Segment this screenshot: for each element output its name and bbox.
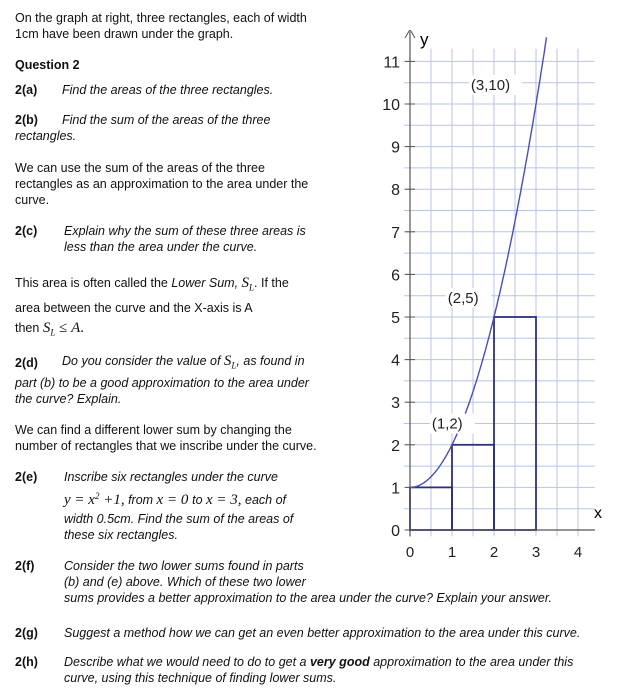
y-tick-label: 10 — [382, 97, 400, 114]
y-tick-label: 3 — [391, 395, 400, 413]
y-tick-label: 0 — [391, 523, 400, 540]
q2b-number: 2(b) — [15, 113, 38, 127]
q2c-text: Explain why the sum of these three areas is less than the area under the curve. — [64, 224, 306, 254]
point-label: (1,2) — [431, 415, 463, 433]
q2g-number: 2(g) — [15, 626, 38, 640]
point-label: (2,5) — [447, 289, 479, 307]
point-label: (3,10) — [470, 76, 511, 94]
q2a-text: Find the areas of the three rectangles. — [62, 83, 274, 97]
x-tick-label: 0 — [405, 544, 415, 561]
x-axis-label: x — [593, 505, 602, 522]
y-tick-label: 4 — [391, 352, 400, 370]
x-tick-label: 4 — [573, 544, 583, 561]
x-tick-label: 2 — [489, 544, 499, 561]
q2f-text: Consider the two lower sums found in parts (b) and (e) above. Which of these two lower sums provides a better approximation to the area under the curve? Explain your answer. — [64, 559, 552, 605]
q2e-number: 2(e) — [15, 470, 38, 484]
function-graph — [360, 30, 630, 570]
q2b-text: Find the sum of the areas of the three rectangles. — [15, 113, 271, 143]
y-tick-label: 1 — [391, 480, 400, 498]
axes — [405, 30, 595, 536]
paragraph-different-sum: We can find a different lower sum by changing the number of rectangles that we inscribe under the curve. — [15, 423, 317, 453]
y-tick-label: 8 — [391, 182, 400, 200]
paragraph-lower-sum: This area is often called the Lower Sum, $S_L$. If the area between the curve and the X-axis is A then $S_L \le A$. — [15, 275, 289, 337]
q2h-text: Describe what we would need to do to get a very good approximation to the area under this curve, using this technique of finding lower sums. — [64, 655, 574, 685]
q2a-number: 2(a) — [15, 83, 38, 97]
y-tick-label: 11 — [383, 54, 400, 72]
y-axis-label: y — [420, 30, 429, 50]
x-tick-label: 1 — [447, 544, 457, 561]
question-heading: Question 2 — [15, 58, 80, 72]
y-tick-label: 7 — [391, 224, 400, 242]
q2c-number: 2(c) — [15, 224, 38, 238]
intro-text: On the graph at right, three rectangles, each of width 1cm have been drawn under the graph. — [15, 11, 307, 41]
y-tick-label: 2 — [391, 437, 400, 455]
q2h-number: 2(h) — [15, 655, 38, 669]
q2g-text: Suggest a method how we can get an even better approximation to the area under this curve. — [64, 626, 581, 640]
q2e-text: Inscribe six rectangles under the curve $y = x^2 +1$, from x = 0 to x = 3, each of width 0.5cm. Find the sum of the areas of these six rectangles. — [64, 470, 294, 543]
q2d-text: Do you consider the value of $S_L$, as found in part (b) to be a good approximation to the area under the curve? Explain. — [15, 353, 309, 406]
paragraph-approximation: We can use the sum of the areas of the three rectangles as an approximation to the area under the curve. — [15, 161, 309, 207]
y-tick-label: 9 — [391, 139, 400, 157]
y-tick-label: 5 — [391, 310, 400, 327]
q2f-number: 2(f) — [15, 559, 35, 573]
y-tick-label: 6 — [391, 267, 400, 285]
x-tick-label: 3 — [531, 544, 541, 561]
q2d-number: 2(d) — [15, 356, 38, 370]
